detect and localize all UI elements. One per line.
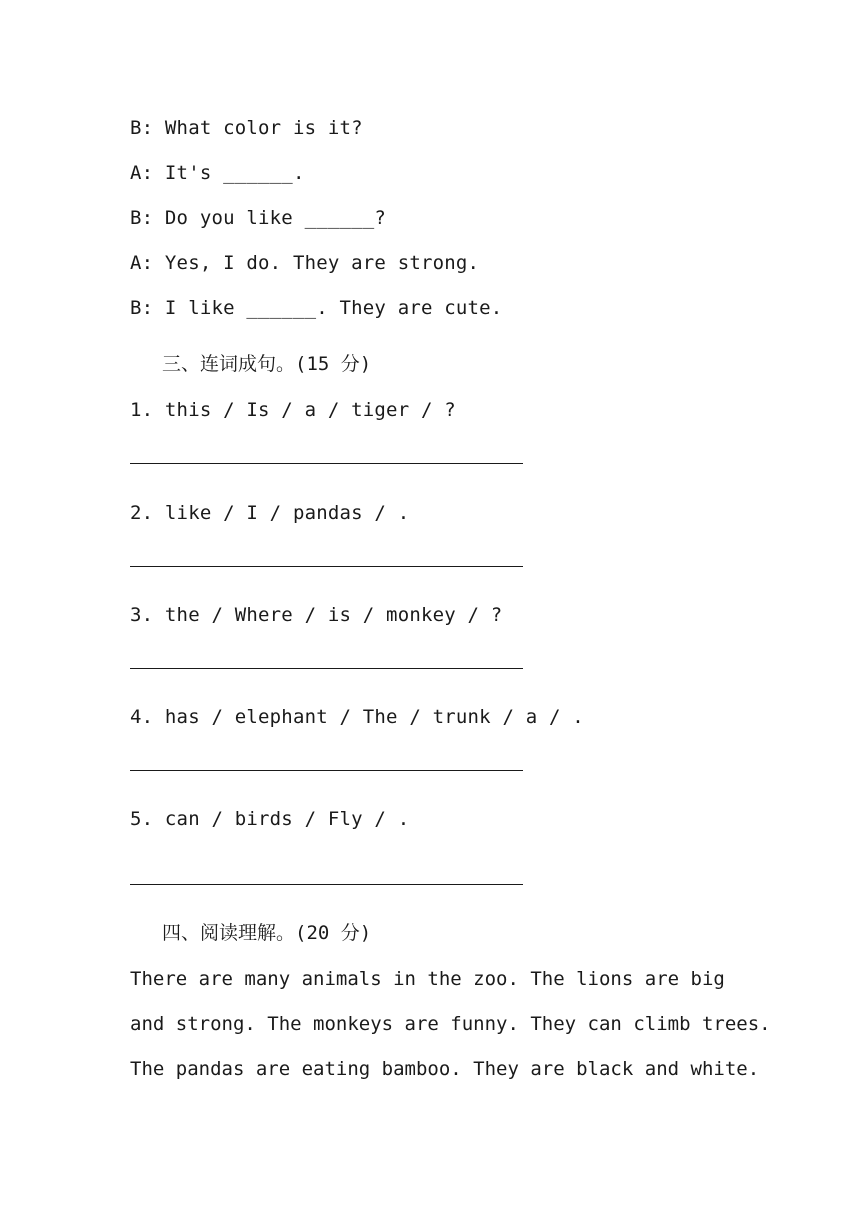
question-item: 3. the / Where / is / monkey / ? (130, 604, 503, 626)
passage-line: The pandas are eating bamboo. They are black and white. (130, 1058, 760, 1080)
dialogue-line: A: Yes, I do. They are strong. (130, 252, 480, 274)
dialogue-line: B: I like ______. They are cute. (130, 297, 503, 319)
dialogue-line: B: What color is it? (130, 117, 363, 139)
answer-line[interactable] (130, 668, 523, 669)
question-item: 5. can / birds / Fly / . (130, 808, 410, 830)
passage-line: There are many animals in the zoo. The lions are big (130, 968, 725, 990)
answer-line[interactable] (130, 566, 523, 567)
dialogue-line: A: It's ______. (130, 162, 305, 184)
section-heading-reading: 四、阅读理解。(20 分) (162, 922, 372, 944)
dialogue-line: B: Do you like ______? (130, 207, 387, 229)
question-item: 2. like / I / pandas / . (130, 502, 410, 524)
question-item: 1. this / Is / a / tiger / ? (130, 399, 456, 421)
passage-line: and strong. The monkeys are funny. They can climb trees. (130, 1013, 771, 1035)
question-item: 4. has / elephant / The / trunk / a / . (130, 706, 584, 728)
answer-line[interactable] (130, 884, 523, 885)
answer-line[interactable] (130, 463, 523, 464)
answer-line[interactable] (130, 770, 523, 771)
section-heading-word-order: 三、连词成句。(15 分) (162, 353, 372, 375)
